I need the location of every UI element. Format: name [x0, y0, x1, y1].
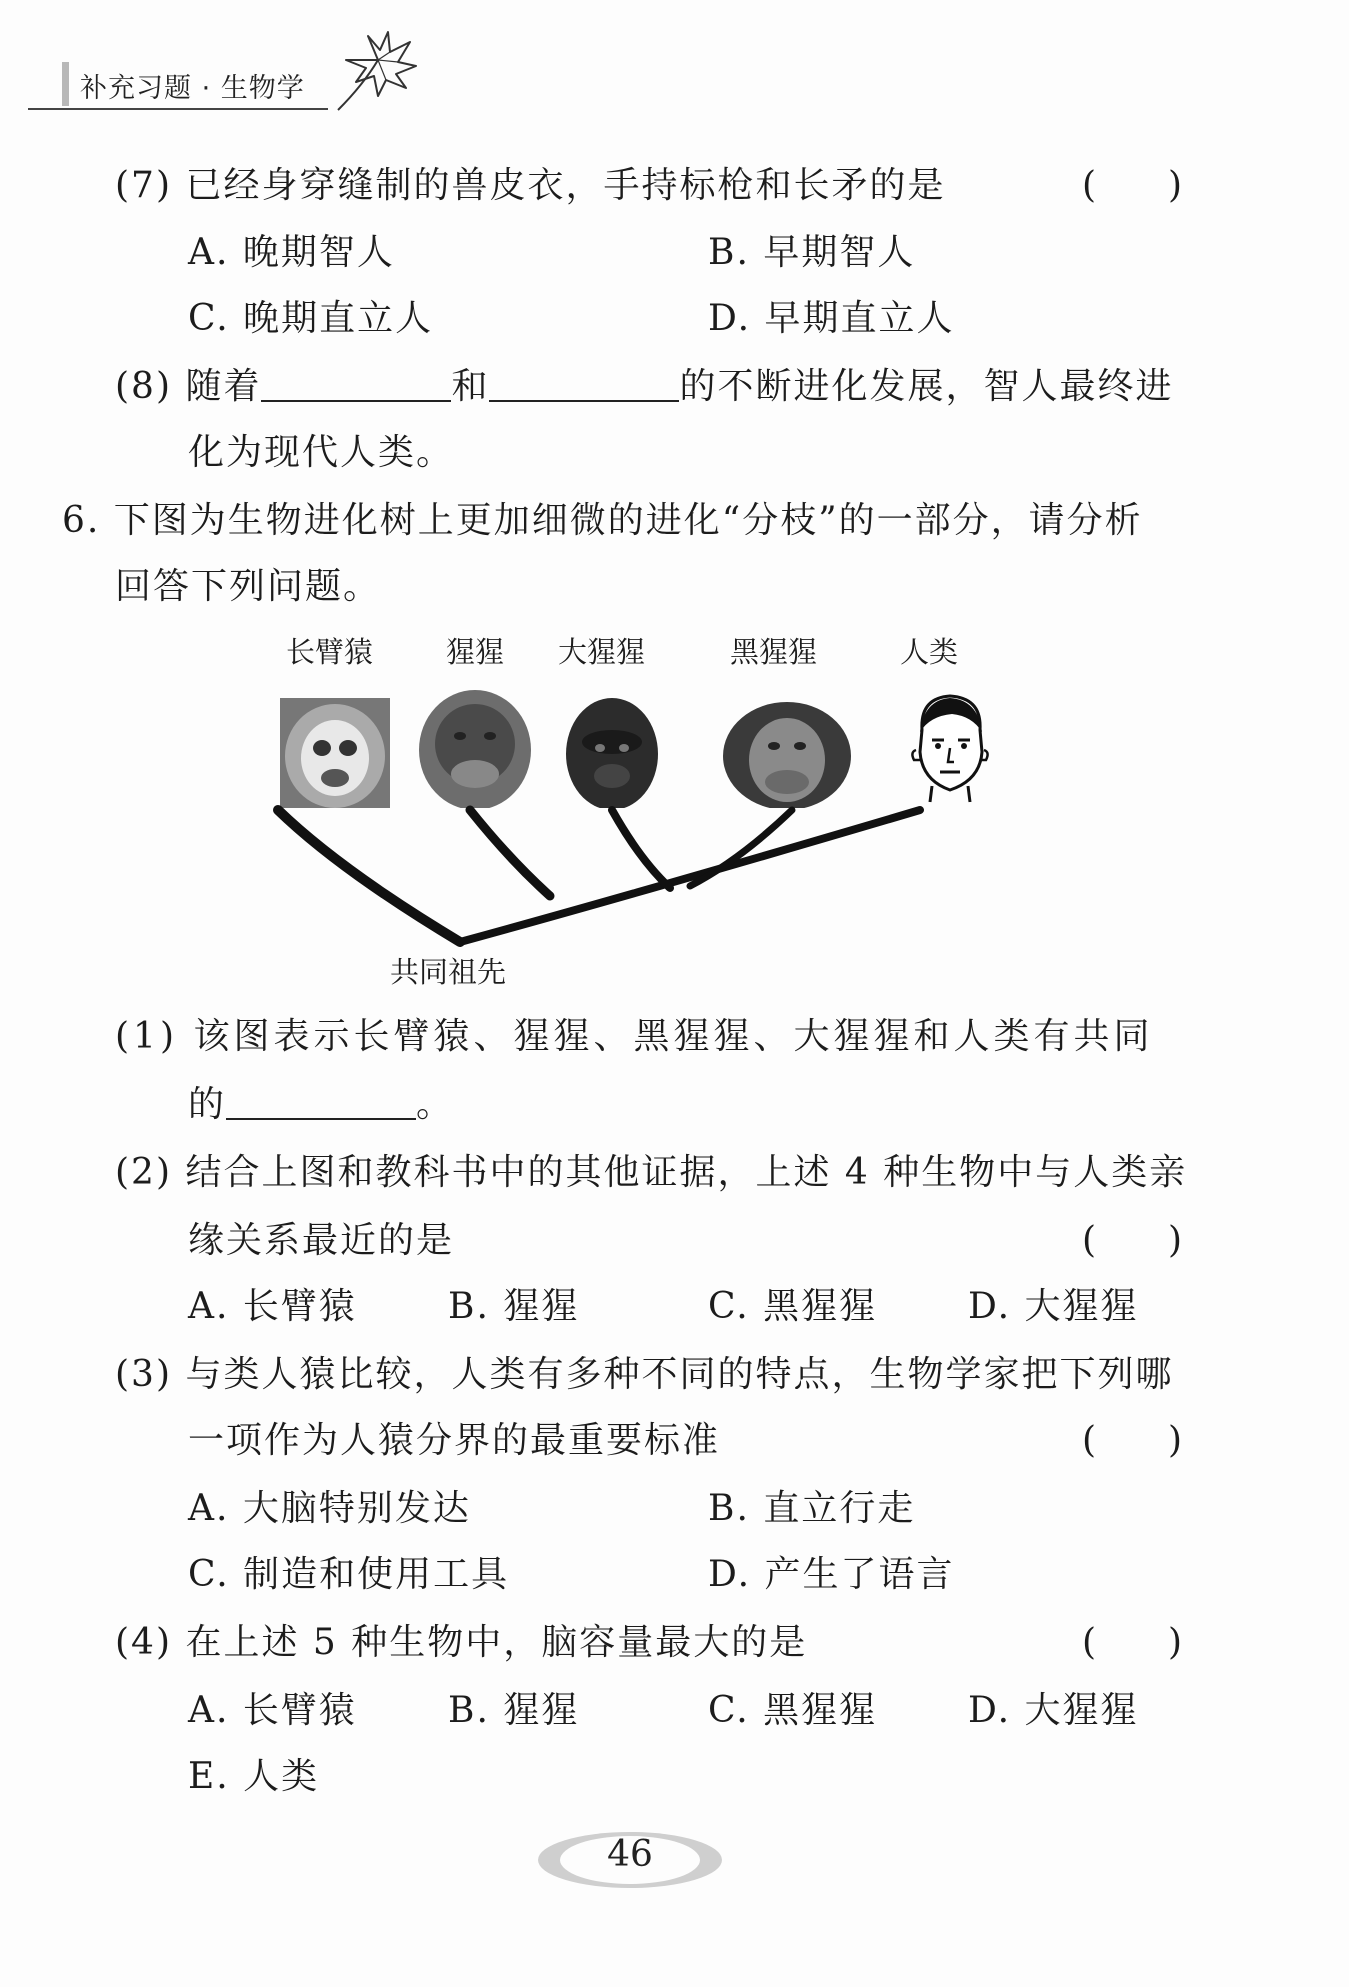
s3-option-d[interactable]: D. 产生了语言: [708, 1554, 955, 1595]
q7-stem: (7) 已经身穿缝制的兽皮衣，手持标枪和长矛的是: [115, 165, 946, 206]
s1-part-a: 的: [188, 1084, 227, 1125]
q8-part1: (8) 随着: [115, 366, 262, 407]
s4-line1: (4) 在上述 5 种生物中，脑容量最大的是: [115, 1622, 808, 1663]
q8-blank-1[interactable]: [261, 366, 451, 402]
s3-answer-paren[interactable]: ( ): [1082, 1420, 1183, 1461]
label-orangutan: 猩猩: [446, 635, 505, 669]
label-gorilla: 大猩猩: [558, 635, 646, 669]
s2-option-a[interactable]: A. 长臂猿: [188, 1286, 357, 1327]
page-header: [28, 56, 358, 112]
page-number: 46: [607, 1834, 653, 1875]
label-human: 人类: [900, 635, 959, 669]
page-number-badge: [535, 1828, 725, 1892]
s2-answer-paren[interactable]: ( ): [1082, 1220, 1183, 1261]
q7-answer-paren[interactable]: ( ): [1082, 165, 1183, 206]
s4-option-b[interactable]: B. 猩猩: [448, 1690, 580, 1731]
s3-line2: 一项作为人猿分界的最重要标准: [188, 1420, 721, 1461]
evolution-tree-figure: [270, 630, 1010, 1010]
label-common-ancestor: 共同祖先: [390, 955, 507, 989]
s4-option-a[interactable]: A. 长臂猿: [188, 1690, 357, 1731]
s4-option-d[interactable]: D. 大猩猩: [968, 1690, 1139, 1731]
q8-line2: 化为现代人类。: [188, 432, 455, 473]
evolution-tree-branches: [270, 630, 1010, 960]
q6-line2: 回答下列问题。: [115, 566, 382, 607]
q8-part2: 和: [451, 366, 490, 407]
s1-part-b: 。: [416, 1084, 455, 1125]
s3-option-b[interactable]: B. 直立行走: [708, 1488, 916, 1529]
s2-option-c[interactable]: C. 黑猩猩: [708, 1286, 878, 1327]
s4-option-c[interactable]: C. 黑猩猩: [708, 1690, 878, 1731]
label-gibbon: 长臂猿: [286, 635, 374, 669]
q6-line1: 6. 下图为生物进化树上更加细微的进化“分枝”的一部分，请分析: [62, 500, 1143, 541]
header-bar: [62, 62, 69, 106]
q7-option-b[interactable]: B. 早期智人: [708, 232, 916, 273]
s4-answer-paren[interactable]: ( ): [1082, 1622, 1183, 1663]
header-title: 补充习题 · 生物学: [80, 73, 305, 104]
q8-blank-2[interactable]: [489, 366, 679, 402]
s2-option-d[interactable]: D. 大猩猩: [968, 1286, 1139, 1327]
label-chimpanzee: 黑猩猩: [730, 635, 818, 669]
s3-option-a[interactable]: A. 大脑特别发达: [188, 1488, 471, 1529]
s1-line2: [188, 1082, 454, 1128]
q7-option-c[interactable]: C. 晚期直立人: [188, 298, 434, 339]
s2-line1: (2) 结合上图和教科书中的其他证据，上述 4 种生物中与人类亲: [115, 1152, 1188, 1193]
s3-option-c[interactable]: C. 制造和使用工具: [188, 1554, 510, 1595]
q8-part3: 的不断进化发展，智人最终进: [679, 366, 1174, 407]
s4-option-e[interactable]: E. 人类: [188, 1756, 320, 1797]
q7-option-d[interactable]: D. 早期直立人: [708, 298, 955, 339]
q8-line1: [115, 364, 1173, 410]
s3-line1: (3) 与类人猿比较，人类有多种不同的特点，生物学家把下列哪: [115, 1354, 1174, 1395]
q7-option-a[interactable]: A. 晚期智人: [188, 232, 395, 273]
s2-option-b[interactable]: B. 猩猩: [448, 1286, 580, 1327]
leaf-icon: [318, 30, 418, 120]
header-rule: [28, 108, 328, 110]
s1-blank[interactable]: [226, 1084, 416, 1120]
s1-line1: (1) 该图表示长臂猿、猩猩、黑猩猩、大猩猩和人类有共同: [115, 1016, 1154, 1057]
s2-line2: 缘关系最近的是: [188, 1220, 455, 1261]
